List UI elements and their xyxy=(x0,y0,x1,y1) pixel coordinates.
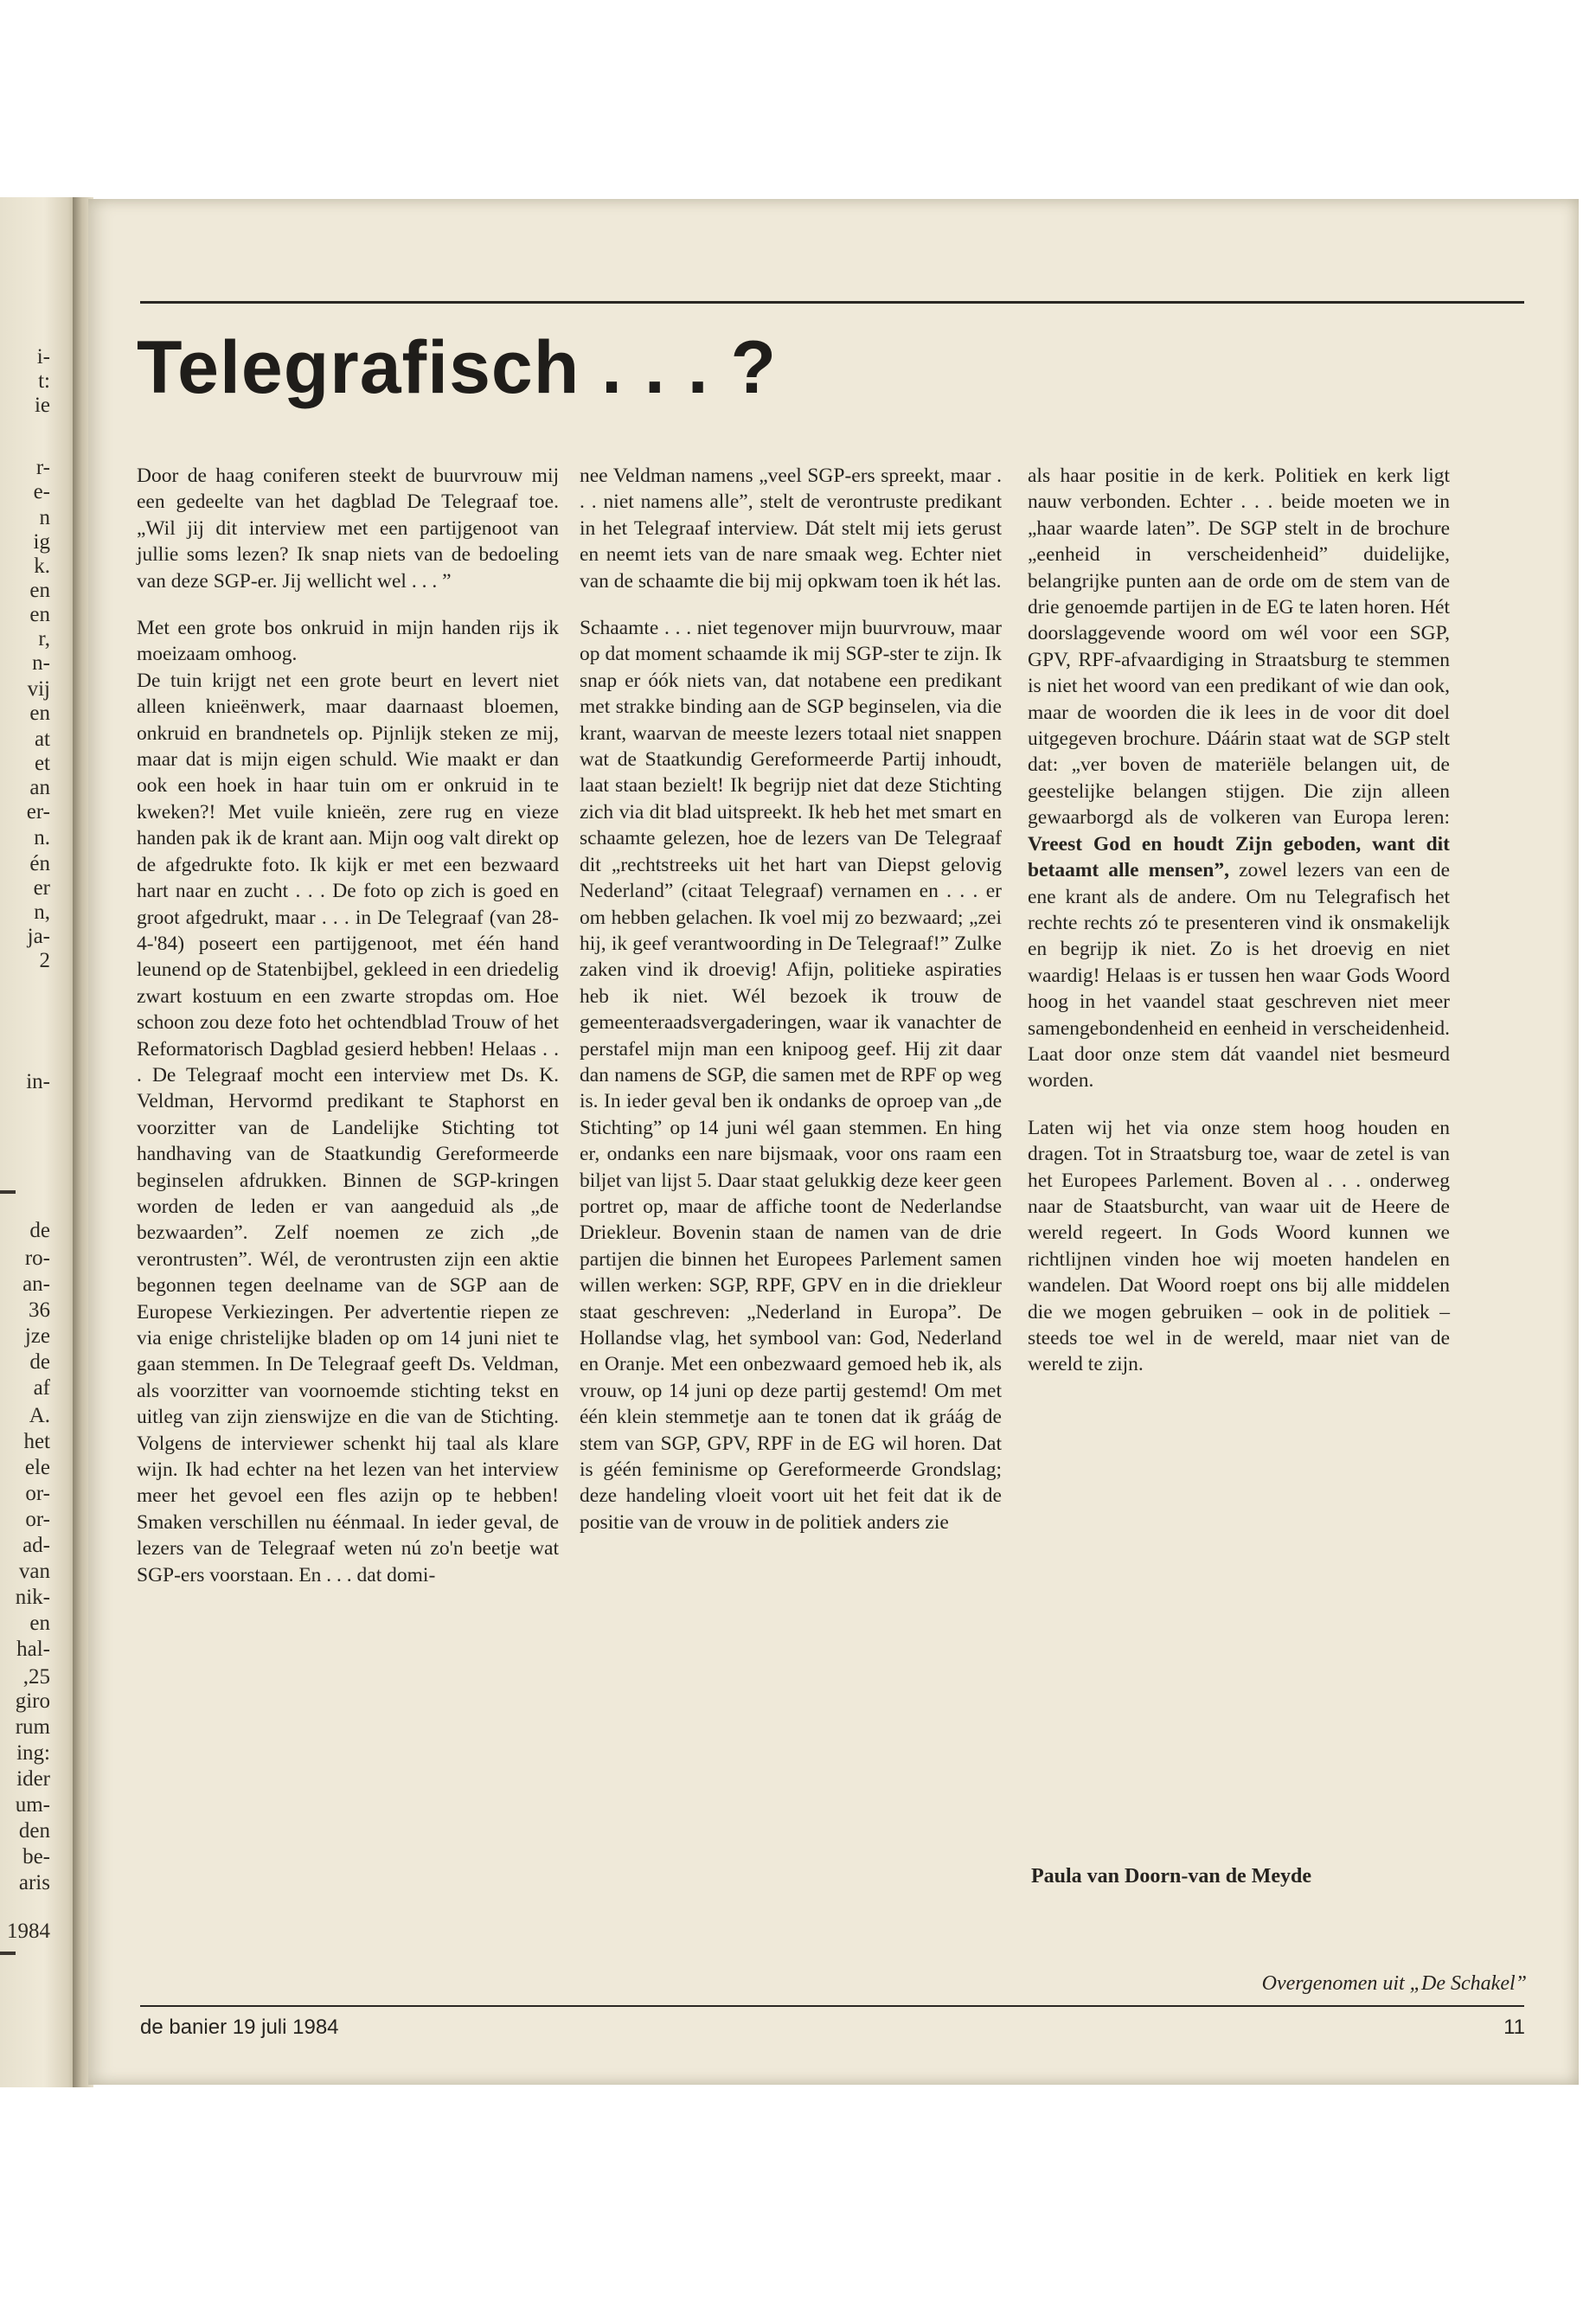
column-2 xyxy=(580,463,1002,1535)
magazine-page xyxy=(88,199,1579,2085)
facing-page-fragment: aris xyxy=(18,1871,50,1894)
facing-page-fragment: n- xyxy=(32,651,50,675)
col3-paragraph-1 xyxy=(1028,463,1450,1094)
facing-page-fragment: nik- xyxy=(15,1586,50,1609)
facing-page-fragment: at xyxy=(34,727,50,751)
facing-page-fragment: en xyxy=(29,1612,50,1635)
facing-page-fragment: e- xyxy=(33,480,50,503)
facing-page-fragment: er- xyxy=(26,800,50,824)
facing-page-fragment: t: xyxy=(38,369,50,393)
facing-page-fragment: af xyxy=(33,1376,50,1400)
facing-page-fragment: van xyxy=(18,1560,50,1583)
col2-paragraph-2: Schaamte . . . niet tegenover mijn buurvrouw, maar op dat moment schaamde ik mij SGP-ster te zijn. Ik snap er óók niets van, dat notabene een predikant met strakke binding aan de SGP beginselen, via die krant, waarvan de meeste lezers totaal niet snappen wat de Staatkundig Gereformeerde Partij inhoudt, laat staan bezielt! Ik begrijp niet dat deze Stichting zich via dit blad uitspreekt. Ik heb het met smart en schaamte gelezen, hoe de lezers van De Telegraaf dit „rechtstreeks uit het hart van Diepst gelovig Nederland” (citaat Telegraaf) vernamen en . . . er om hebben gelachen. Ik voel mij zo bezwaard; „zei hij, ik geef verantwoording in De Telegraaf!” Zulke zaken vind ik droevig! Afijn, politieke aspiraties heb ik niet. Wél bezoek ik trouw de gemeenteraadsvergaderingen, waar ik vanachter de perstafel mijn man een knipoog geef. Hij zit daar dan namens de SGP, die samen met de RPF op weg is. In ieder geval ben ik ondanks de oproep van „de Stichting” op 14 juni wél gaan stemmen. En hing er, ondanks een nare bijsmaak, voor ons raam een biljet van lijst 5. Daar staat gelukkig deze keer geen portret op, maar de affiche toont de Nederlandse Driekleur. Bovenin staan de namen van de drie partijen die binnen het Europees Parlement samen willen werken: SGP, RPF, GPV en in die driekleur staat geschreven: „Nederland in Europa”. De Hollandse vlag, het symbool van: God, Nederland en Oranje. Met een onbezwaard gemoed heb ik, als vrouw, op 14 juni op deze partij gestemd! Om met één klein stemmetje aan te tonen dat ik gráág de stem van SGP, GPV, RPF in de EG wil horen. Dat is géén feminisme op Gereformeerde Grondslag; deze handeling vloeit voort uit het feit dat ik de positie van de vrouw in de politiek anders zie xyxy=(580,617,1002,1534)
facing-page-fragment: k. xyxy=(34,554,50,578)
facing-page-fragment: be- xyxy=(22,1845,50,1868)
facing-page-fragment: hal- xyxy=(16,1638,50,1661)
facing-page-fragment: het xyxy=(23,1430,50,1453)
facing-page-fragment: en xyxy=(29,579,50,602)
column-1 xyxy=(137,463,559,1588)
col1-paragraph-3: De tuin krijgt net een grote beurt en levert niet alleen knieënwerk, maar daarnaast bloemen, onkruid en brandnetels op. Pijnlijk steken ze mij, maar dat is mijn eigen schuld. Wie maakt er dan ook een hoek in haar tuin om er onkruid in te kweken?! Met vuile knieën, zere rug en vieze handen pak ik de krant aan. Mijn oog valt direkt op de afgedrukte foto. Ik kijk er met een bezwaard hart naar en zucht . . . De foto op zich is goed en groot afgedrukt, maar . . . in De Telegraaf (van 28-4-'84) poseert een partijgenoot, met één hand leunend op de Statenbijbel, gekleed in een driedelig zwart kostuum en een zwarte stropdas om. Hoe schoon zou deze foto het ochtendblad Trouw of het Reformatorisch Dagblad gesierd hebben! Helaas . . . De Telegraaf mocht een interview met Ds. K. Veldman, Hervormd predikant te Staphorst en voorzitter van de Landelijke Stichting tot handhaving van de Staatkundig Gereformeerde beginselen afdrukken. Binnen de SGP-kringen worden de leden er van aangeduid als „de bezwaarden”. Zelf noemen ze zich „de verontrusten”. Wél, de verontrusten zijn een aktie begonnen tegen deelname van de SGP aan de Europese Verkiezingen. Per advertentie riepen ze via enige christelijke bladen op om 14 juni niet te gaan stemmen. In De Telegraaf geeft Ds. Veldman, als voorzitter van voornoemde stichting tekst en uitleg van zijn zienswijze en die van de Stichting. Volgens de interviewer schenkt hij taal als klare wijn. Ik had echter na het lezen van het interview meer het gevoel een fles azijn op te hebben! Smaken verschillen nu éénmaal. In ieder geval, de lezers van de Telegraaf weten nú zo'n beetje wat SGP-ers voorstaan. En . . . dat domi- xyxy=(137,669,559,1586)
facing-page-fragment: r- xyxy=(35,456,50,479)
facing-page-fragment: or- xyxy=(25,1508,50,1531)
col2-paragraph-1: nee Veldman namens „veel SGP-ers spreekt, maar . . . niet namens alle”, stelt de verontruste predikant in het Telegraaf interview. Dát stelt mij iets gerust en neemt iets van de nare smaak weg. Echter niet van de schaamte die bij mij opkwam toen ik hét las. xyxy=(580,465,1002,593)
bible-quote: Vreest God en houdt Zijn geboden, want dit betaamt alle mensen”, xyxy=(1028,832,1450,882)
facing-page-fragment: jze xyxy=(24,1324,50,1348)
facing-page-fragment: de xyxy=(29,1219,50,1242)
facing-page-fragment: én xyxy=(29,852,50,875)
facing-page-fragment: A. xyxy=(29,1404,50,1427)
facing-page-fragment: n. xyxy=(34,826,50,849)
column-3 xyxy=(1028,463,1450,1378)
facing-page-fragment: um- xyxy=(15,1793,50,1817)
bottom-rule xyxy=(140,2005,1524,2007)
facing-page-fragment: ing: xyxy=(16,1741,50,1765)
facing-page-fragment: ,25 xyxy=(22,1665,50,1689)
facing-page-fragment: 2 xyxy=(39,949,50,972)
facing-page-fragment: en xyxy=(29,702,50,725)
col3-text-after: zowel lezers van een de ene krant als de andere. Om nu Telegrafisch het rechte rechts zó te presenteren vind ik onsmakelijk en begrijp ik niet. Zo is het droevig en niet waardig! Helaas is er tussen hen waar Gods Woord hoog in het vaandel staat geschreven niet meer samengebondenheid en eenheid in verscheidenheid. Laat door onze stem dát vaandel niet besmeurd worden. xyxy=(1028,859,1451,1093)
facing-page-fragment: ele xyxy=(24,1456,50,1479)
col3-text-before: als haar positie in de kerk. Politiek en kerk ligt nauw verbonden. Echter . . . beide moeten we in „haar waarde laten”. De SGP stelt in de brochure „eenheid in verscheidenheid” duidelijke, belangrijke punten aan de orde om de stem van de drie genoemde partijen in de EG te laten horen. Hét doorslaggevende woord om wél voor een SGP, GPV, RPF-afvaardiging in Straatsburg te stemmen is niet het woord van een predikant of wie dan ook, maar de woorden die ik lees in de voor dit doel uitgegeven brochure. Dáárin staat wat de SGP stelt dat: „ver boven de materiële belangen uit, de geestelijke belangen stijgen. Die zijn alleen gewaarborgd als de volkeren van Europa leren: xyxy=(1028,465,1450,830)
facing-page-fragment: ja- xyxy=(27,925,50,948)
facing-page-fragment: de xyxy=(29,1350,50,1374)
footer-page-number: 11 xyxy=(1503,2016,1525,2039)
facing-page-fragment: ie xyxy=(34,394,50,417)
facing-page-fragment: vij xyxy=(27,677,50,701)
facing-page-fragment: er xyxy=(33,876,50,900)
facing-page-fragment: an xyxy=(29,776,50,799)
facing-page-separator xyxy=(0,1190,16,1194)
top-rule xyxy=(140,301,1524,304)
article-title: Telegrafisch . . . ? xyxy=(137,326,778,409)
col1-paragraph-1: Door de haag coniferen steekt de buurvrouw mij een gedeelte van het dagblad De Telegraaf toe. „Wil jij dit interview met een partijgenoot van jullie soms lezen? Ik snap niets van de bedoeling van deze SGP-er. Jij wellicht wel . . . ” xyxy=(137,465,559,593)
col3-paragraph-2: Laten wij het via onze stem hoog houden en dragen. Tot in Straatsburg toe, waar de zetel is van het Europees Parlement. Boven al . . . onderweg naar de Staatsburcht, van waar uit de Heere de wereld regeert. In Gods Woord kunnen we richtlijnen vinden hoe wij moeten handelen en wandelen. Dat Woord roept ons bij alle middelen die we mogen gebruiken – ook in de politiek – steeds toe wel in de wereld, maar niet van de wereld te zijn. xyxy=(1028,1116,1450,1376)
facing-page-fragment: et xyxy=(34,752,50,775)
facing-page-fragment: i- xyxy=(36,345,50,369)
facing-page-edge xyxy=(0,197,80,2087)
source-credit: Overgenomen uit „De Schakel” xyxy=(1261,1972,1527,1995)
facing-page-fragment: ad- xyxy=(22,1534,50,1557)
facing-page-fragment: rum xyxy=(15,1715,50,1739)
author-signature: Paula van Doorn-van de Meyde xyxy=(1031,1865,1311,1888)
facing-page-fragment: giro xyxy=(15,1689,50,1713)
facing-page-fragment: 36 xyxy=(29,1298,50,1322)
facing-page-separator xyxy=(0,1952,16,1955)
facing-page-fragment: n, xyxy=(34,901,50,924)
facing-page-fragment: ig xyxy=(33,530,50,554)
col1-paragraph-2: Met een grote bos onkruid in mijn handen rijs ik moeizaam omhoog. xyxy=(137,617,559,666)
facing-page-fragment: ider xyxy=(16,1767,50,1791)
facing-page-fragment: n xyxy=(39,506,50,529)
facing-page-fragment: en xyxy=(29,603,50,626)
facing-page-fragment: 1984 xyxy=(7,1920,50,1943)
footer-publication: de banier 19 juli 1984 xyxy=(140,2016,339,2039)
facing-page-fragment: or- xyxy=(25,1482,50,1505)
facing-page-fragment: in- xyxy=(26,1070,50,1093)
facing-page-fragment: an- xyxy=(22,1272,50,1296)
facing-page-fragment: r, xyxy=(38,627,50,651)
facing-page-fragment: ro- xyxy=(24,1247,50,1270)
facing-page-fragment: den xyxy=(18,1819,50,1843)
